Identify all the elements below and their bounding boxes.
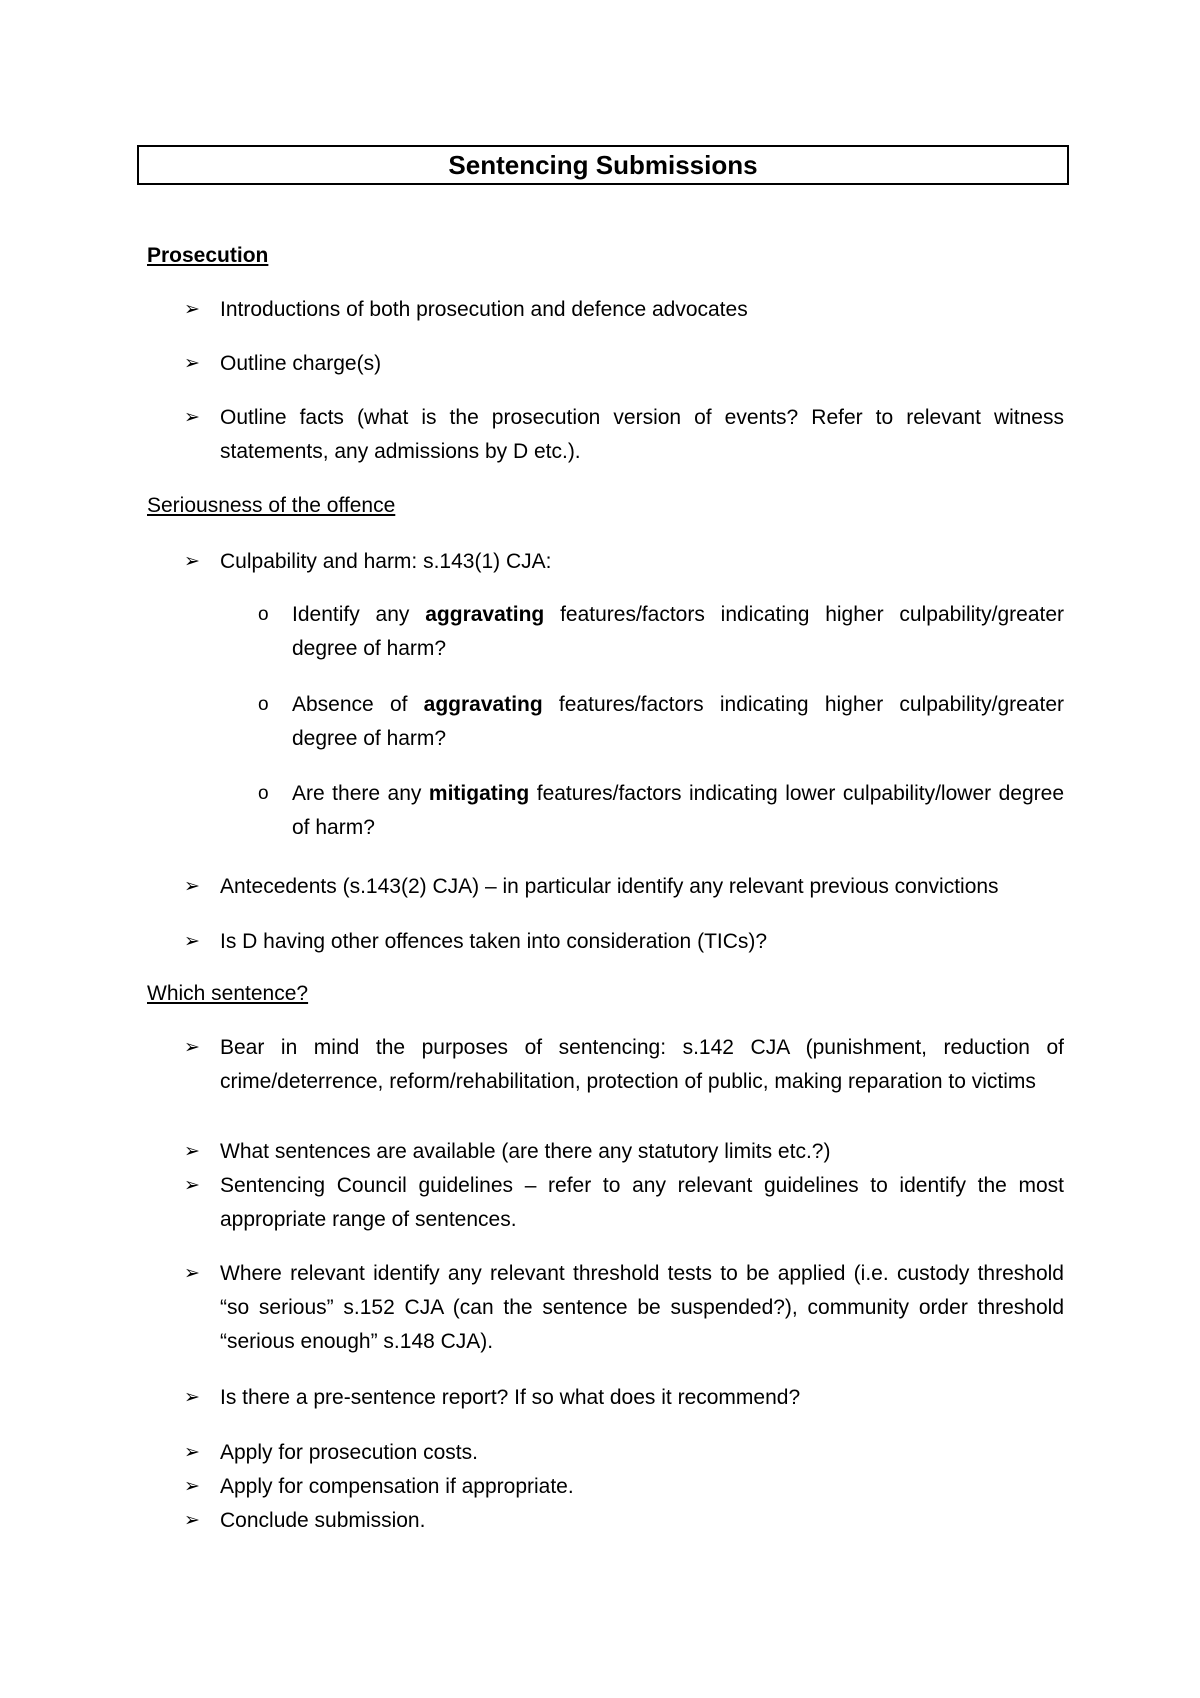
list-item	[184, 545, 1064, 579]
list-item-text: Conclude submission.	[220, 1509, 426, 1532]
arrow-bullet-icon: ➢	[184, 1442, 200, 1463]
arrow-bullet-icon: ➢	[184, 551, 200, 572]
arrow-bullet-icon: ➢	[184, 1037, 200, 1058]
sub-list-item-text: Are there any mitigating features/factors indicating lower culpability/lower degree of harm?	[292, 782, 1064, 839]
section-heading-prosecution: Prosecution	[147, 244, 269, 267]
list-item-text: Is there a pre-sentence report? If so what does it recommend?	[220, 1386, 801, 1409]
list-item-text: Is D having other offences taken into consideration (TICs)?	[220, 930, 768, 953]
list-item	[184, 293, 1064, 327]
list-item-text: Apply for compensation if appropriate.	[220, 1475, 574, 1498]
list-item-text: Culpability and harm: s.143(1) CJA:	[220, 550, 552, 573]
list-item	[184, 1257, 1064, 1359]
list-item	[184, 347, 1064, 381]
list-item-text: What sentences are available (are there any statutory limits etc.?)	[220, 1140, 831, 1163]
list-item	[184, 1470, 1064, 1504]
list-item-text: Antecedents (s.143(2) CJA) – in particular identify any relevant previous convictions	[220, 875, 999, 898]
sub-list-item-text: Identify any aggravating features/factors indicating higher culpability/greater degree of harm?	[292, 603, 1065, 660]
arrow-bullet-icon: ➢	[184, 299, 200, 320]
arrow-bullet-icon: ➢	[184, 1510, 200, 1531]
list-item	[184, 870, 1064, 904]
section-heading-seriousness: Seriousness of the offence	[147, 494, 396, 517]
list-item-text: Bear in mind the purposes of sentencing: s.142 CJA (punishment, reduction of crime/deterrence, reform/rehabilitation, protection of public, making reparation to victims	[220, 1036, 1064, 1093]
arrow-bullet-icon: ➢	[184, 1263, 200, 1284]
list-item	[184, 925, 1064, 959]
list-item	[184, 1381, 1064, 1415]
circle-bullet-icon: o	[258, 694, 269, 715]
list-item-text: Sentencing Council guidelines – refer to any relevant guidelines to identify the most appropriate range of sentences.	[220, 1174, 1064, 1231]
list-item	[184, 1169, 1064, 1237]
document-title: Sentencing Submissions	[137, 145, 1069, 185]
arrow-bullet-icon: ➢	[184, 876, 200, 897]
arrow-bullet-icon: ➢	[184, 407, 200, 428]
arrow-bullet-icon: ➢	[184, 1476, 200, 1497]
list-item	[184, 401, 1064, 469]
sub-list-item	[258, 598, 1064, 666]
list-item-text: Introductions of both prosecution and defence advocates	[220, 298, 748, 321]
circle-bullet-icon: o	[258, 783, 269, 804]
arrow-bullet-icon: ➢	[184, 353, 200, 374]
list-item-text: Apply for prosecution costs.	[220, 1441, 478, 1464]
arrow-bullet-icon: ➢	[184, 1387, 200, 1408]
circle-bullet-icon: o	[258, 604, 269, 625]
sub-list-item	[258, 777, 1064, 845]
list-item-text: Where relevant identify any relevant threshold tests to be applied (i.e. custody threshold “so serious” s.152 CJA (can the sentence be suspended?), community order threshold “serious enough” s.148 CJA).	[220, 1262, 1064, 1353]
list-item	[184, 1436, 1064, 1470]
arrow-bullet-icon: ➢	[184, 931, 200, 952]
section-heading-which-sentence: Which sentence?	[147, 982, 309, 1005]
arrow-bullet-icon: ➢	[184, 1175, 200, 1196]
sub-list-item	[258, 688, 1064, 756]
list-item	[184, 1504, 1064, 1538]
sub-list-item-text: Absence of aggravating features/factors indicating higher culpability/greater degree of harm?	[292, 693, 1064, 750]
list-item-text: Outline facts (what is the prosecution version of events? Refer to relevant witness statements, any admissions by D etc.).	[220, 406, 1064, 463]
list-item-text: Outline charge(s)	[220, 352, 382, 375]
list-item	[184, 1031, 1064, 1099]
list-item	[184, 1135, 1064, 1169]
arrow-bullet-icon: ➢	[184, 1141, 200, 1162]
